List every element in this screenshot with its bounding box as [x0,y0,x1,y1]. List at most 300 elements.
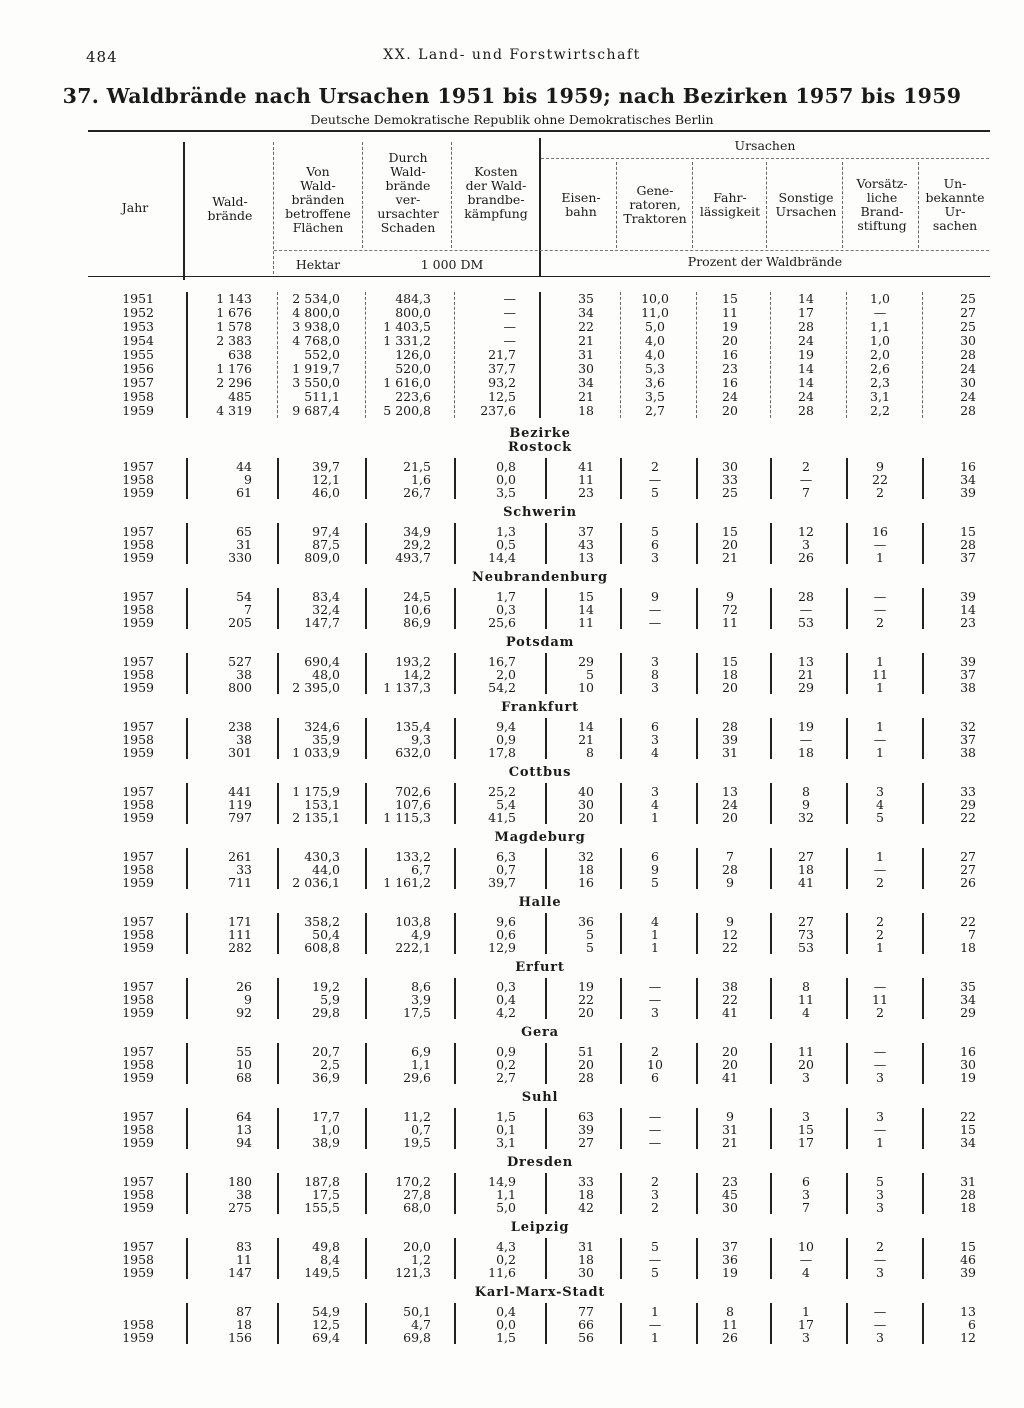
cell-negligence: 11 [722,615,738,630]
column-divider [770,523,772,564]
cell-costs: 25,6 [488,615,516,630]
cell-negligence: 22 [722,940,738,955]
column-divider [454,978,456,1019]
cell-fires: 33 [236,862,252,877]
cell-area: 155,5 [304,1200,340,1215]
cell-costs: 1,5 [496,1330,516,1345]
column-divider [186,292,188,418]
cell-area: 430,3 [304,849,340,864]
cell-costs: 1,7 [496,589,516,604]
cell-arson: 3 [876,1200,884,1215]
cell-other: 8 [802,979,810,994]
cell-generators: 2,7 [645,403,665,418]
cell-generators: — [648,1252,662,1267]
cell-costs: 0,1 [496,1122,516,1137]
cell-negligence: 45 [722,1187,738,1202]
table-row [0,486,1024,500]
cell-rail: 5 [586,940,594,955]
cell-negligence: 25 [722,485,738,500]
cell-rail: 11 [578,472,594,487]
cell-year: 1958 [122,1252,154,1267]
cell-unknown: 34 [960,472,976,487]
cell-damage: 68,0 [403,1200,431,1215]
cell-damage: 170,2 [395,1174,431,1189]
cell-costs: 0,2 [496,1057,516,1072]
cell-year: 1957 [122,375,154,390]
cell-arson: 3 [876,1187,884,1202]
cell-other: 14 [798,375,814,390]
cell-arson: 1 [876,1135,884,1150]
column-divider [846,653,848,694]
cell-costs: 0,4 [496,992,516,1007]
table-row [0,390,1024,404]
district-name: Magdeburg [494,830,586,845]
cell-unknown: 16 [960,1044,976,1059]
cell-area: 97,4 [312,524,340,539]
cell-rail: 56 [578,1330,594,1345]
cell-area: 48,0 [312,667,340,682]
cell-other: 12 [798,524,814,539]
cell-rail: 37 [578,524,594,539]
cell-negligence: 7 [726,849,734,864]
cell-other: 17 [798,1135,814,1150]
cell-unknown: 23 [960,615,976,630]
cell-unknown: 27 [960,849,976,864]
cell-damage: 1,6 [411,472,431,487]
column-divider [696,978,698,1019]
cell-area: 147,7 [304,615,340,630]
cell-generators: 10 [647,1057,663,1072]
cell-generators: 1 [651,810,659,825]
cell-other: 18 [798,745,814,760]
cell-unknown: 29 [960,1005,976,1020]
column-divider [846,1303,848,1344]
cell-year: 1959 [122,875,154,890]
cell-generators: 6 [651,719,659,734]
cell-area: 1 919,7 [292,361,340,376]
column-divider [846,718,848,759]
cell-area: 1 033,9 [292,745,340,760]
cell-other: 9 [802,797,810,812]
column-divider [696,718,698,759]
cell-rail: 18 [578,862,594,877]
column-divider [277,718,279,759]
table-row [0,746,1024,760]
cell-generators: — [648,992,662,1007]
cell-area: 39,7 [312,459,340,474]
cell-negligence: 21 [722,1135,738,1150]
header-divider [183,142,185,280]
cell-unknown: 18 [960,940,976,955]
cell-fires: 282 [228,940,252,955]
cell-fires: 9 [244,472,252,487]
cell-arson: 11 [872,992,888,1007]
cell-rail: 51 [578,1044,594,1059]
cell-negligence: 20 [722,680,738,695]
cell-generators: — [648,1122,662,1137]
cell-generators: 5 [651,875,659,890]
cell-generators: 5 [651,485,659,500]
column-divider [454,848,456,889]
column-divider [365,1173,367,1214]
district-name: Dresden [506,1155,574,1170]
table-row [0,1331,1024,1345]
cell-area: 3 938,0 [292,319,340,334]
district-name: Leipzig [510,1220,570,1235]
cell-damage: 29,2 [403,537,431,552]
cell-damage: 9,3 [411,732,431,747]
cell-negligence: 13 [722,784,738,799]
header-divider [918,162,919,248]
cell-fires: 180 [228,1174,252,1189]
cell-generators: 4 [651,914,659,929]
cell-unknown: 31 [960,1174,976,1189]
column-divider [186,978,188,1019]
column-divider [545,1173,547,1214]
cell-arson: 1 [876,719,884,734]
cell-year: 1957 [122,524,154,539]
column-divider [620,1173,622,1214]
cell-costs: 16,7 [488,654,516,669]
header-generators: Gene- ratoren, Traktoren [623,183,687,226]
cell-arson: 3 [876,1070,884,1085]
cell-damage: 10,6 [403,602,431,617]
column-divider [454,458,456,499]
cell-damage: 800,0 [395,305,431,320]
cell-fires: 111 [228,927,252,942]
cell-fires: 301 [228,745,252,760]
cell-costs: 0,2 [496,1252,516,1267]
cell-fires: 83 [236,1239,252,1254]
cell-damage: 493,7 [395,550,431,565]
column-divider [365,292,366,418]
cell-damage: 20,0 [403,1239,431,1254]
cell-arson: 2,6 [870,361,890,376]
column-divider [186,1043,188,1084]
column-divider [454,523,456,564]
cell-other: 14 [798,361,814,376]
cell-generators: 3 [651,680,659,695]
page-number: 484 [86,48,118,66]
cell-other: 17 [798,305,814,320]
column-divider [696,458,698,499]
cell-year: 1958 [122,667,154,682]
cell-rail: 30 [578,1265,594,1280]
cell-negligence: 19 [722,319,738,334]
cell-arson: 1 [876,940,884,955]
cell-negligence: 23 [722,361,738,376]
column-divider [365,1303,367,1344]
cell-area: 187,8 [304,1174,340,1189]
column-divider [545,1238,547,1279]
cell-unknown: 16 [960,459,976,474]
column-divider [277,1238,279,1279]
column-divider [696,653,698,694]
cell-generators: 2 [651,459,659,474]
table-row [0,941,1024,955]
header-costs: Kosten der Wald- brandbe- kämpfung [464,164,528,221]
table-row [0,1136,1024,1150]
cell-year: 1958 [122,862,154,877]
cell-arson: — [873,602,887,617]
column-divider [846,783,848,824]
column-divider [846,292,847,418]
cell-generators: 3 [651,784,659,799]
cell-other: — [799,732,813,747]
table-row [0,1201,1024,1215]
cell-arson: — [873,305,887,320]
cell-area: 17,7 [312,1109,340,1124]
cell-damage: 632,0 [395,745,431,760]
cell-fires: 7 [244,602,252,617]
column-divider [770,783,772,824]
cell-arson: 2,2 [870,403,890,418]
cell-fires: 441 [228,784,252,799]
cell-rail: 36 [578,914,594,929]
cell-costs: 0,6 [496,927,516,942]
cell-generators: 3 [651,1187,659,1202]
column-divider [277,848,279,889]
cell-fires: 87 [236,1304,252,1319]
column-divider [365,523,367,564]
cell-damage: 484,3 [395,291,431,306]
cell-damage: 21,5 [403,459,431,474]
cell-rail: 30 [578,361,594,376]
cell-negligence: 19 [722,1265,738,1280]
cell-arson: 2,0 [870,347,890,362]
column-divider [770,1238,772,1279]
cell-area: 12,5 [312,1317,340,1332]
column-divider [186,458,188,499]
cell-generators: 1 [651,1330,659,1345]
cell-negligence: 31 [722,1122,738,1137]
cell-negligence: 9 [726,1109,734,1124]
cell-other: 28 [798,319,814,334]
column-divider [770,1173,772,1214]
cell-damage: 121,3 [395,1265,431,1280]
table-row [0,306,1024,320]
cell-fires: 94 [236,1135,252,1150]
cell-arson: 2 [876,914,884,929]
table-row [0,616,1024,630]
cell-other: 11 [798,1044,814,1059]
cell-year: 1959 [122,1330,154,1345]
column-divider [846,848,848,889]
cell-year: 1957 [122,589,154,604]
cell-year: 1957 [122,1239,154,1254]
cell-fires: 1 578 [216,319,252,334]
cell-generators: 3 [651,732,659,747]
cell-fires: 2 296 [216,375,252,390]
cell-arson: — [873,979,887,994]
column-divider [770,1303,772,1344]
column-divider [186,848,188,889]
cell-costs: — [503,333,516,348]
cell-arson: 22 [872,472,888,487]
cell-rail: 21 [578,389,594,404]
cell-costs: 2,0 [496,667,516,682]
cell-damage: 24,5 [403,589,431,604]
cell-negligence: 11 [722,305,738,320]
cell-damage: 193,2 [395,654,431,669]
cell-year: 1958 [122,1057,154,1072]
cell-area: 5,9 [320,992,340,1007]
cell-damage: 26,7 [403,485,431,500]
cell-year: 1959 [122,1135,154,1150]
cell-negligence: 9 [726,914,734,929]
cell-costs: 1,5 [496,1109,516,1124]
cell-costs: 0,7 [496,862,516,877]
cell-area: 1,0 [320,1122,340,1137]
column-divider [922,1303,924,1344]
cell-unknown: 29 [960,797,976,812]
cell-year: 1955 [122,347,154,362]
cell-damage: 3,9 [411,992,431,1007]
cell-negligence: 38 [722,979,738,994]
cell-costs: 1,3 [496,524,516,539]
cell-damage: 0,7 [411,1122,431,1137]
cell-area: 29,8 [312,1005,340,1020]
cell-generators: 8 [651,667,659,682]
cell-costs: 4,2 [496,1005,516,1020]
cell-negligence: 22 [722,992,738,1007]
cell-unknown: 27 [960,305,976,320]
cell-rail: 43 [578,537,594,552]
cell-other: 7 [802,1200,810,1215]
cell-year: 1958 [122,1122,154,1137]
cell-rail: 39 [578,1122,594,1137]
cell-generators: — [648,602,662,617]
cell-rail: 31 [578,1239,594,1254]
cell-generators: 1 [651,940,659,955]
column-divider [454,1043,456,1084]
cell-year: 1957 [122,784,154,799]
cell-arson: 2 [876,615,884,630]
column-divider [770,978,772,1019]
header-rail: Eisen- bahn [561,190,601,219]
cell-fires: 205 [228,615,252,630]
cell-generators: 9 [651,862,659,877]
cell-fires: 68 [236,1070,252,1085]
column-divider [620,1238,622,1279]
column-divider [846,913,848,954]
column-divider [922,913,924,954]
cell-arson: 1 [876,849,884,864]
cell-damage: 103,8 [395,914,431,929]
column-divider [545,848,547,889]
cell-rail: 32 [578,849,594,864]
cell-damage: 1 616,0 [383,375,431,390]
header-divider [616,162,617,248]
cell-other: 3 [802,1109,810,1124]
cell-rail: 5 [586,927,594,942]
cell-other: 24 [798,389,814,404]
column-divider [770,913,772,954]
cell-fires: 26 [236,979,252,994]
cell-unknown: 39 [960,1265,976,1280]
cell-generators: — [648,615,662,630]
column-divider [922,292,923,418]
cell-unknown: 30 [960,1057,976,1072]
cell-costs: 14,9 [488,1174,516,1189]
cell-other: — [799,602,813,617]
column-divider [922,718,924,759]
cell-unknown: 28 [960,537,976,552]
cell-rail: 22 [578,992,594,1007]
column-divider [545,913,547,954]
cell-unknown: 30 [960,333,976,348]
cell-arson: — [873,1304,887,1319]
cell-costs: 3,1 [496,1135,516,1150]
cell-fires: 54 [236,589,252,604]
column-divider [696,1173,698,1214]
cell-negligence: 20 [722,537,738,552]
cell-arson: 1,0 [870,333,890,348]
column-divider [770,292,771,418]
column-divider [770,848,772,889]
table-title: 37. Waldbrände nach Ursachen 1951 bis 1959; nach Bezirken 1957 bis 1959 [62,84,962,108]
cell-unknown: 37 [960,667,976,682]
column-divider [922,978,924,1019]
cell-damage: 1,2 [411,1252,431,1267]
cell-unknown: 22 [960,1109,976,1124]
cell-rail: 41 [578,459,594,474]
cell-rail: 14 [578,602,594,617]
cell-fires: 64 [236,1109,252,1124]
cell-rail: 40 [578,784,594,799]
cell-fires: 18 [236,1317,252,1332]
cell-damage: 702,6 [395,784,431,799]
column-divider [277,292,278,418]
cell-unknown: 28 [960,403,976,418]
cell-damage: 50,1 [403,1304,431,1319]
table-row [0,348,1024,362]
cell-generators: 3 [651,1005,659,1020]
column-divider [620,913,622,954]
unit-percent: Prozent der Waldbrände [687,254,843,269]
cell-other: 10 [798,1239,814,1254]
cell-damage: 19,5 [403,1135,431,1150]
cell-negligence: 23 [722,1174,738,1189]
cell-fires: 797 [228,810,252,825]
cell-year: 1958 [122,602,154,617]
cell-other: 19 [798,719,814,734]
cell-area: 2,5 [320,1057,340,1072]
column-divider [277,1173,279,1214]
cell-negligence: 72 [722,602,738,617]
cell-costs: 9,6 [496,914,516,929]
column-divider [922,783,924,824]
column-divider [277,978,279,1019]
cell-rail: 19 [578,979,594,994]
column-divider [846,1238,848,1279]
header-divider [692,162,693,248]
cell-costs: 5,0 [496,1200,516,1215]
column-divider [922,523,924,564]
column-divider [770,718,772,759]
cell-generators: 11,0 [641,305,669,320]
cell-fires: 147 [228,1265,252,1280]
cell-fires: 171 [228,914,252,929]
cell-generators: 2 [651,1174,659,1189]
cell-generators: — [648,979,662,994]
column-divider [620,653,622,694]
cell-rail: 16 [578,875,594,890]
cell-rail: 10 [578,680,594,695]
cell-fires: 13 [236,1122,252,1137]
column-divider [454,718,456,759]
cell-unknown: 34 [960,1135,976,1150]
